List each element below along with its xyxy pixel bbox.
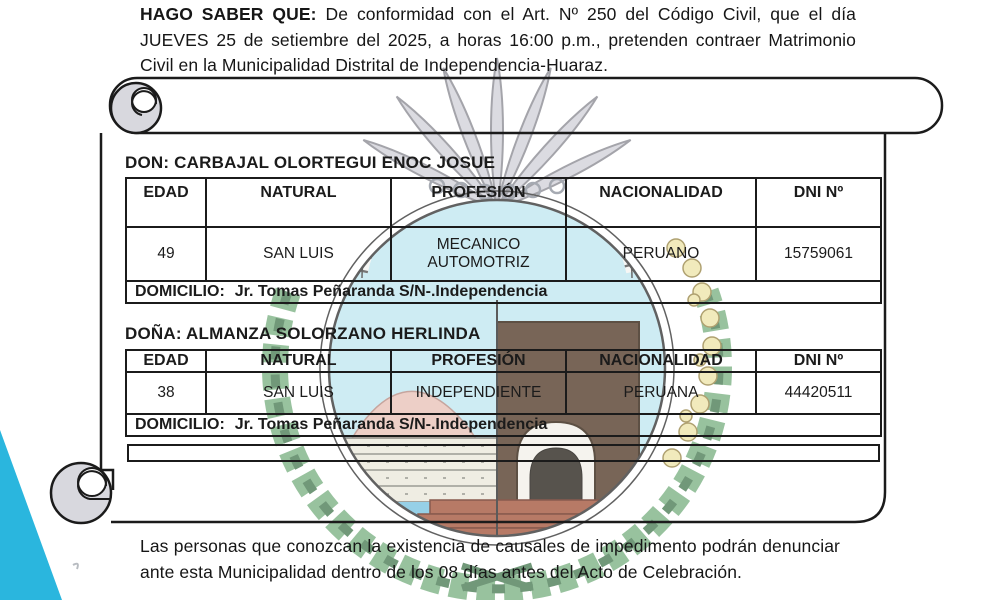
col-header-nacionalidad: NACIONALIDAD [566,350,756,372]
groom-dni: 15759061 [756,227,881,281]
groom-domicilio-row [126,281,881,303]
empty-continuation-row [127,444,880,462]
col-header-natural: NATURAL [206,350,391,372]
groom-natural: SAN LUIS [206,227,391,281]
bride-domicilio-row [126,414,881,436]
col-header-edad: EDAD [126,178,206,227]
groom-nacionalidad: PERUANO [566,227,756,281]
bride-section-title: DOÑA: ALMANZA SOLORZANO HERLINDA [125,324,481,343]
groom-header-row [126,178,881,227]
bride-natural: SAN LUIS [206,372,391,414]
groom-domicilio-label: DOMICILIO: [135,283,225,300]
closing-paragraph: Las personas que conozcan la existencia de causales de impedimento podrán denunciar ante esta Municipalidad dentro de los 08 días antes del Acto de Celebración. [140,536,840,582]
col-header-dni: DNI Nº [756,350,881,372]
col-header-edad: EDAD [126,350,206,372]
col-header-profesion: PROFESIÓN [391,178,566,227]
groom-data-row [126,227,881,281]
bride-edad: 38 [126,372,206,414]
intro-lead: HAGO SABER QUE: [140,4,317,24]
intro-paragraph [140,2,856,79]
intro-text: De conformidad con el Art. Nº 250 del Código Civil, que el día JUEVES 25 de setiembre del 2025, a horas 16:00 p.m., pretenden contraer Matrimonio Civil en la Municipalidad Distrital de Independencia-Huaraz. [140,4,857,75]
bride-header-row [126,350,881,372]
bride-profesion: INDEPENDIENTE [391,372,566,414]
bride-domicilio-value: Jr. Tomas Peñaranda S/N-.Independencia [234,416,548,433]
col-header-profesion: PROFESIÓN [391,350,566,372]
bride-data-row [126,372,881,414]
bride-table [125,349,882,437]
groom-edad: 49 [126,227,206,281]
groom-section-title: DON: CARBAJAL OLORTEGUI ENOC JOSUE [125,153,496,172]
col-header-natural: NATURAL [206,178,391,227]
groom-domicilio-value: Jr. Tomas Peñaranda S/N-.Independencia [234,283,548,300]
col-header-nacionalidad: NACIONALIDAD [566,178,756,227]
groom-profesion: MECANICO AUTOMOTRIZ [391,227,566,281]
groom-table [125,177,882,304]
bride-domicilio-label: DOMICILIO: [135,416,225,433]
bride-dni: 44420511 [756,372,881,414]
bride-nacionalidad: PERUANA [566,372,756,414]
col-header-dni: DNI Nº [756,178,881,227]
